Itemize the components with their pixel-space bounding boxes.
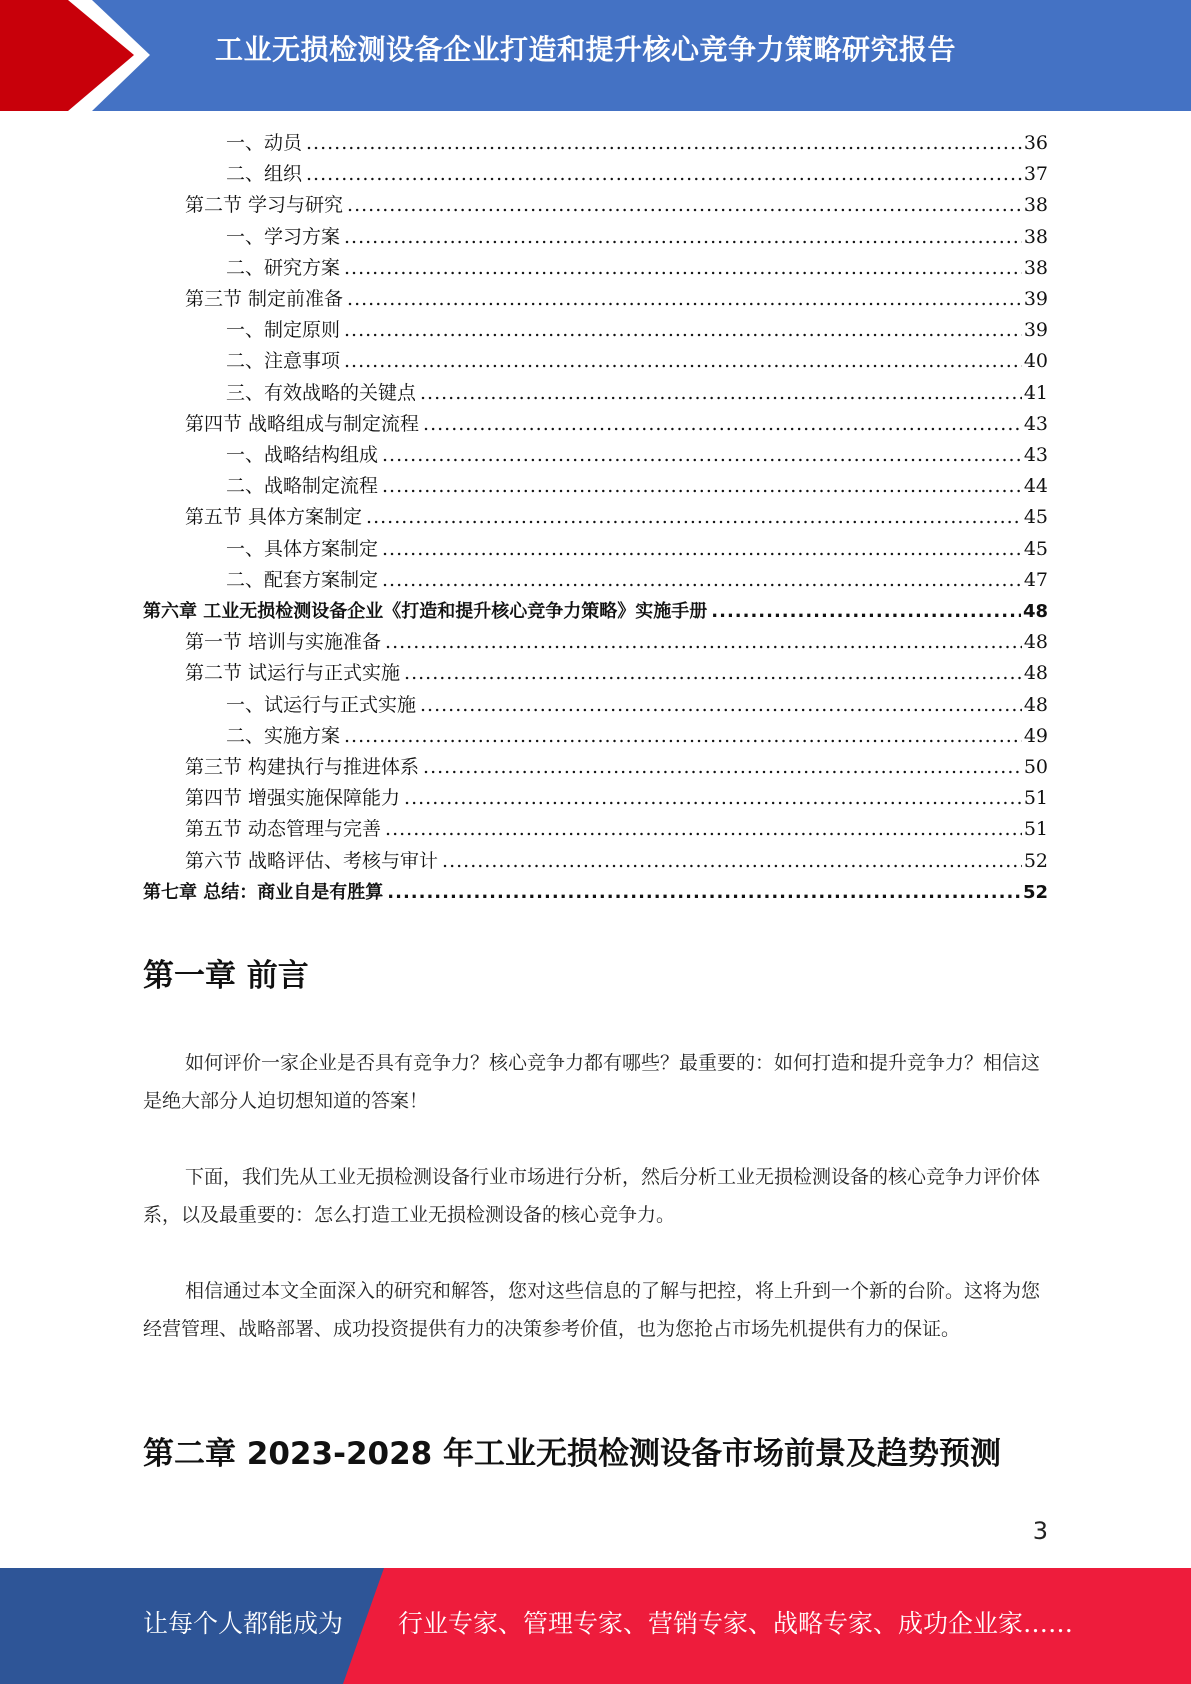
toc-entry-label: 第一节 培训与实施准备	[185, 631, 382, 654]
toc-entry-label: 三、有效战略的关键点	[226, 381, 417, 404]
toc-entry-label: 第四节 战略组成与制定流程	[185, 412, 420, 435]
toc-entry-label: 一、动员	[226, 132, 303, 154]
footer-slogan-right: 行业专家、管理专家、营销专家、战略专家、成功企业家……	[398, 1609, 1074, 1638]
toc-entry[interactable]	[185, 190, 1048, 221]
toc-entry[interactable]	[185, 627, 1048, 658]
toc-dot-leader	[344, 721, 1022, 752]
toc-entry-label: 二、研究方案	[226, 256, 341, 279]
toc-entry-label: 二、战略制定流程	[226, 475, 379, 498]
toc-entry[interactable]	[226, 565, 1048, 596]
toc-dot-leader	[404, 658, 1022, 689]
toc-entry-page: 36	[1023, 132, 1048, 154]
toc-entry[interactable]	[226, 471, 1048, 502]
toc-dot-leader	[711, 596, 1021, 627]
toc-dot-leader	[385, 627, 1022, 658]
toc-entry-page: 39	[1023, 288, 1048, 310]
toc-entry-page: 48	[1022, 601, 1048, 622]
toc-dot-leader	[344, 315, 1022, 346]
toc-dot-leader	[420, 378, 1022, 409]
chapter-1-heading: 第一章 前言	[143, 958, 309, 994]
toc-entry-page: 43	[1023, 412, 1048, 435]
toc-entry[interactable]	[226, 253, 1048, 284]
intro-paragraph-3: 相信通过本文全面深入的研究和解答，您对这些信息的了解与把控，将上升到一个新的台阶。这将为您经营管理、战略部署、成功投资提供有力的决策参考价值，也为您抢占市场先机提供有力的保证。	[143, 1280, 1041, 1340]
toc-entry-page: 52	[1023, 849, 1048, 872]
toc-dot-leader	[442, 846, 1022, 877]
toc-entry[interactable]	[143, 877, 1048, 908]
toc-entry-label: 第六章 工业无损检测设备企业《打造和提升核心竞争力策略》实施手册	[143, 601, 708, 622]
toc-entry-page: 47	[1023, 568, 1048, 591]
toc-dot-leader	[420, 690, 1022, 721]
toc-entry-page: 38	[1023, 225, 1048, 248]
toc-entry[interactable]	[226, 534, 1048, 565]
toc-entry[interactable]	[185, 658, 1048, 689]
toc-entry[interactable]	[226, 378, 1048, 409]
toc-dot-leader	[344, 346, 1022, 377]
toc-entry-label: 一、试运行与正式实施	[226, 693, 417, 716]
toc-entry-page: 45	[1023, 537, 1048, 560]
toc-entry-page: 48	[1023, 693, 1048, 716]
toc-dot-leader	[366, 502, 1022, 533]
toc-entry-page: 44	[1023, 475, 1048, 498]
toc-entry-label: 一、制定原则	[226, 319, 341, 342]
toc-entry-label: 一、学习方案	[226, 225, 341, 248]
page-number: 3	[1032, 1517, 1048, 1545]
toc-entry[interactable]	[185, 814, 1048, 845]
toc-entry-label: 一、具体方案制定	[226, 537, 379, 560]
toc-entry-label: 第二节 学习与研究	[185, 194, 344, 217]
toc-dot-leader	[423, 409, 1022, 440]
toc-entry[interactable]	[185, 846, 1048, 877]
toc-entry[interactable]	[226, 346, 1048, 377]
footer-slogan-left: 让每个人都能成为	[143, 1609, 344, 1638]
toc-dot-leader	[387, 877, 1021, 908]
toc-dot-leader	[347, 284, 1022, 315]
toc-entry-label: 第七章 总结：商业自是有胜算	[143, 881, 384, 903]
toc-dot-leader	[344, 253, 1022, 284]
toc-entry-page: 43	[1023, 444, 1048, 466]
toc-entry[interactable]	[185, 783, 1048, 814]
toc-entry-label: 第二节 试运行与正式实施	[185, 662, 401, 685]
toc-entry-page: 51	[1023, 818, 1048, 841]
toc-dot-leader	[306, 159, 1022, 190]
intro-paragraph-2: 下面，我们先从工业无损检测设备行业市场进行分析，然后分析工业无损检测设备的核心竞争力评价体系，以及最重要的：怎么打造工业无损检测设备的核心竞争力。	[143, 1166, 1041, 1226]
toc-entry-label: 二、配套方案制定	[226, 568, 379, 591]
toc-entry[interactable]	[226, 159, 1048, 190]
toc-dot-leader	[404, 783, 1022, 814]
toc-entry[interactable]	[226, 222, 1048, 253]
toc-entry-page: 50	[1023, 756, 1048, 778]
toc-dot-leader	[344, 222, 1022, 253]
toc-entry-label: 第五节 动态管理与完善	[185, 818, 382, 841]
toc-dot-leader	[382, 471, 1022, 502]
toc-dot-leader	[347, 190, 1022, 221]
toc-dot-leader	[385, 814, 1022, 845]
header-title: 工业无损检测设备企业打造和提升核心竞争力策略研究报告	[215, 33, 957, 66]
toc-entry-page: 38	[1023, 256, 1048, 279]
toc-entry-label: 第六节 战略评估、考核与审计	[185, 849, 439, 872]
toc-entry-page: 49	[1023, 724, 1048, 747]
toc-entry[interactable]	[226, 315, 1048, 346]
toc-entry[interactable]	[226, 128, 1048, 159]
intro-paragraph-1: 如何评价一家企业是否具有竞争力？核心竞争力都有哪些？最重要的：如何打造和提升竞争力？相信这是绝大部分人迫切想知道的答案！	[143, 1052, 1041, 1112]
toc-entry[interactable]	[185, 409, 1048, 440]
toc-dot-leader	[382, 440, 1022, 471]
toc-entry-label: 第五节 具体方案制定	[185, 506, 363, 529]
page-footer	[0, 1568, 1191, 1684]
toc-entry-page: 48	[1023, 631, 1048, 654]
toc-entry-page: 38	[1023, 194, 1048, 217]
toc-entry-label: 第四节 增强实施保障能力	[185, 787, 401, 810]
toc-entry-label: 二、组织	[226, 163, 303, 186]
toc-entry-page: 45	[1023, 506, 1048, 529]
toc-entry-label: 一、战略结构组成	[226, 444, 379, 466]
chapter-2-heading: 第二章 2023-2028 年工业无损检测设备市场前景及趋势预测	[143, 1436, 1002, 1472]
toc-dot-leader	[382, 534, 1022, 565]
toc-entry-label: 二、实施方案	[226, 724, 341, 747]
toc-entry[interactable]	[185, 284, 1048, 315]
toc-entry-page: 52	[1022, 881, 1048, 903]
toc-dot-leader	[423, 752, 1022, 783]
toc-entry-page: 41	[1023, 381, 1048, 404]
toc-entry-page: 48	[1023, 662, 1048, 685]
toc-entry-page: 37	[1023, 163, 1048, 186]
toc-entry-label: 第三节 制定前准备	[185, 288, 344, 310]
toc-entry-label: 二、注意事项	[226, 350, 341, 373]
toc-dot-leader	[382, 565, 1022, 596]
toc-entry-page: 40	[1023, 350, 1048, 373]
toc-entry[interactable]	[226, 690, 1048, 721]
toc-entry[interactable]	[185, 502, 1048, 533]
toc-dot-leader	[306, 128, 1022, 159]
toc-entry-page: 51	[1023, 787, 1048, 810]
toc-entry[interactable]	[226, 440, 1048, 471]
toc-entry-page: 39	[1023, 319, 1048, 342]
toc-entry[interactable]	[226, 721, 1048, 752]
page-header	[0, 0, 1191, 111]
toc-entry[interactable]	[185, 752, 1048, 783]
toc-entry[interactable]	[143, 596, 1048, 627]
toc-entry-label: 第三节 构建执行与推进体系	[185, 756, 420, 778]
